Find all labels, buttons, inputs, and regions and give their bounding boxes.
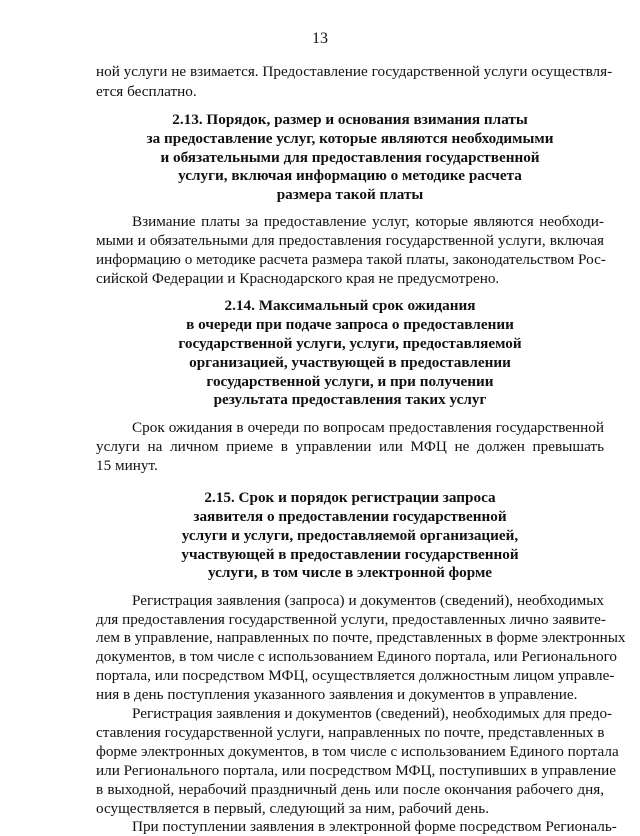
- section-2-14-heading: организацией, участвующей в предоставлении: [189, 354, 511, 371]
- section-2-14-text: Срок ожидания в очереди по вопросам предоставления государственной: [132, 419, 604, 436]
- section-2-15-text: в выходной, нерабочий праздничный день или после окончания рабочего дня,: [96, 781, 604, 798]
- section-2-15-text: форме электронных документов, в том числе с использованием Единого портала: [96, 743, 619, 760]
- section-2-13-heading: услуги, включая информацию о методике расчета: [178, 167, 522, 184]
- section-2-13-text: сийской Федерации и Краснодарского края не предусмотрено.: [96, 270, 500, 287]
- section-2-13-heading: размера такой платы: [276, 186, 424, 203]
- section-2-14-text: услуги на личном приеме в управлении или МФЦ не должен превышать: [96, 438, 604, 455]
- section-2-15-heading: услуги, в том числе в электронной форме: [207, 564, 493, 581]
- section-2-13-heading: и обязательными для предоставления государственной: [160, 149, 540, 166]
- intro-line: ется бесплатно.: [96, 83, 197, 100]
- section-2-15-heading: 2.15. Срок и порядок регистрации запроса: [204, 489, 496, 506]
- section-2-15-heading: услуги и услуги, предоставляемой организацией,: [181, 527, 519, 544]
- section-2-14-heading: результата предоставления таких услуг: [213, 391, 487, 408]
- section-2-15-text: или Регионального портала, или посредством МФЦ, поступивших в управление: [96, 762, 616, 779]
- section-2-13-heading: 2.13. Порядок, размер и основания взимания платы: [172, 111, 528, 128]
- section-2-15-text: Регистрация заявления (запроса) и документов (сведений), необходимых: [132, 592, 604, 609]
- section-2-14-heading: государственной услуги, услуги, предоставляемой: [178, 335, 522, 352]
- section-2-15-text: При поступлении заявления в электронной форме посредством Региональ-: [132, 818, 617, 835]
- section-2-15-text: портала, или посредством МФЦ, осуществляется должностным лицом управле-: [96, 667, 615, 684]
- section-2-14-heading: в очереди при подаче запроса о предоставлении: [186, 316, 514, 333]
- section-2-13-text: мыми и обязательными для предоставления государственной услуги, включая: [96, 232, 604, 249]
- section-2-13-text: Взимание платы за предоставление услуг, которые являются необходи-: [132, 213, 604, 230]
- intro-line: ной услуги не взимается. Предоставление государственной услуги осуществля-: [96, 63, 613, 80]
- section-2-15-text: для предоставления государственной услуги, предоставленных лично заявите-: [96, 611, 606, 628]
- section-2-15-text: осуществляется в первый, следующий за ним, рабочий день.: [96, 800, 489, 817]
- section-2-15-text: ставления государственной услуги, направленных по почте, представленных в: [96, 724, 605, 741]
- section-2-15-text: ния в день поступления указанного заявления и документов в управление.: [96, 686, 578, 703]
- section-2-15-text: Регистрация заявления и документов (сведений), необходимых для предо-: [132, 705, 613, 722]
- section-2-15-heading: участвующей в предоставлении государственной: [181, 546, 519, 563]
- section-2-15-text: лем в управление, направленных по почте, представленных в форме электронных: [96, 629, 626, 646]
- section-2-14-heading: государственной услуги, и при получении: [206, 373, 494, 390]
- section-2-14-text: 15 минут.: [96, 457, 158, 474]
- section-2-15-text: документов, в том числе с использованием Единого портала, или Регионального: [96, 648, 618, 665]
- page-number: 13: [312, 30, 328, 47]
- section-2-15-heading: заявителя о предоставлении государственной: [193, 508, 507, 525]
- section-2-13-text: информацию о методике расчета размера такой платы, законодательством Рос-: [96, 251, 606, 268]
- section-2-14-heading: 2.14. Максимальный срок ожидания: [224, 297, 476, 314]
- section-2-13-heading: за предоставление услуг, которые являются необходимыми: [146, 130, 554, 147]
